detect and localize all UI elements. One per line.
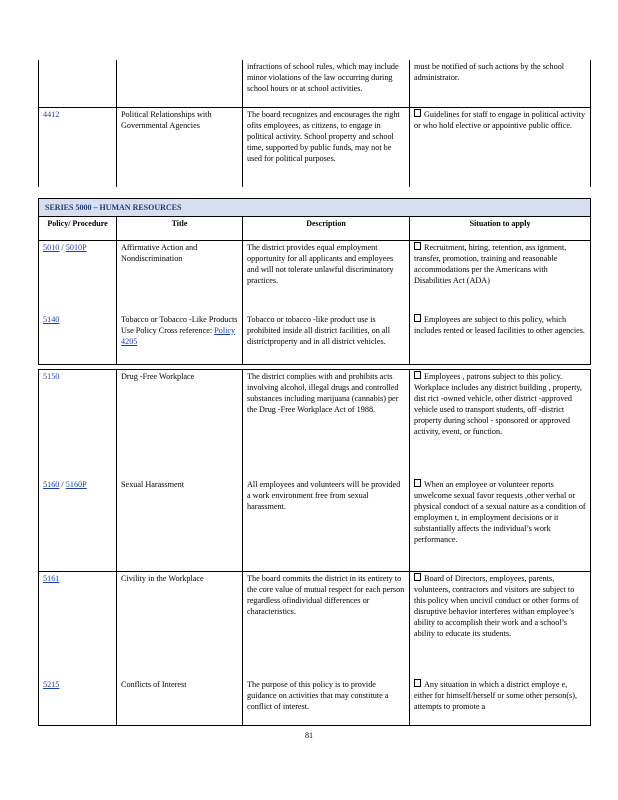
policy-link-5010p[interactable]: 5010P (65, 243, 87, 252)
page-number: 81 (305, 731, 313, 740)
title-cell: Political Relationships with Governmental Agencies (117, 107, 243, 187)
checkbox-icon (414, 242, 421, 250)
column-header-title: Title (117, 217, 243, 241)
policy-code-cell: 4412 (39, 107, 117, 187)
situation-cell: Any situation in which a district employe e, either for himself/herself or some other person(s), attempts to promote a (410, 678, 591, 726)
description-cell: All employees and volunteers will be provided a work environment free from sexual harassment. (243, 478, 410, 572)
situation-cell: When an employee or volunteer reports unwelcome sexual favor requests ,other verbal or physical conduct of a sexual nature as a condition of employmen t, in employment decisions or it substantially affects the individual’s work performance. (410, 478, 591, 572)
title-cell: Civility in the Workplace (117, 572, 243, 678)
policy-code-cell (39, 572, 117, 678)
policy-code-cell (39, 60, 117, 107)
table-row (39, 107, 591, 187)
policy-link-5010[interactable]: 5010 (43, 243, 60, 252)
policy-link-5140[interactable]: 5140 (43, 314, 60, 324)
description-cell: Tobacco or tobacco -like product use is prohibited inside all district facilities, on all districtproperty and in all district vehicles. (243, 313, 410, 365)
policy-code-cell: 5160 / 5160P (39, 478, 117, 572)
series-header-row (39, 199, 591, 217)
policy-link-5160[interactable]: 5160 (43, 479, 60, 489)
policy-table-series-5000 (38, 198, 591, 365)
column-header-description: Description (243, 217, 410, 241)
series-title: SERIES 5000 – HUMAN RESOURCES (39, 199, 591, 217)
table-row (39, 60, 591, 107)
checkbox-icon (414, 479, 421, 487)
title-cell: Tobacco or Tobacco -Like Products Use Policy Cross reference: Policy 4205 (117, 313, 243, 365)
policy-link-5161[interactable]: 5161 (43, 574, 60, 583)
table-row (39, 313, 591, 365)
column-header-policy: Policy/ Procedure (39, 217, 117, 241)
policy-code-5150: 5150 (43, 372, 60, 381)
description-cell: The district provides equal employment opportunity for all applicants and employees and will not tolerate unlawful discriminatory practices. (243, 241, 410, 313)
table-row (39, 478, 591, 572)
description-cell: infractions of school rules, which may include minor violations of the law occurring during school hours or at school activities. (243, 60, 410, 107)
situation-cell: Employees are subject to this policy, which includes rented or leased facilities to other agencies. (410, 313, 591, 365)
checkbox-icon (414, 573, 421, 581)
title-cell: Drug -Free Workplace (117, 370, 243, 478)
column-header-situation: Situation to apply (410, 217, 591, 241)
situation-cell: Board of Directors, employees, parents, volunteers, contractors and visitors are subject to this policy when uncivil conduct or other forms of disruptive behavior interferes withan employee’s ability to accomplish their work and a school’s ability to educate its students. (410, 572, 591, 678)
checkbox-icon (414, 109, 421, 117)
policy-code-cell (39, 313, 117, 365)
title-cell (117, 60, 243, 107)
policy-link-5160p[interactable]: 5160P (65, 479, 87, 489)
checkbox-icon (414, 371, 421, 379)
title-cell: Affirmative Action and Nondiscrimination (117, 241, 243, 313)
situation-cell: Employees , patrons subject to this policy. Workplace includes any district building , property, dist rict -owned vehicle, other district -approved vehicle used to transport students, off -district property during school - sponsored or approved activity, event, or function. (410, 370, 591, 478)
checkbox-icon (414, 314, 421, 322)
policy-table-series-5000-continued (38, 369, 591, 726)
table-row (39, 370, 591, 478)
situation-cell: Guidelines for staff to engage in political activity or who hold elective or appointive public office. (410, 107, 591, 187)
policy-link-4205[interactable]: Policy 4205 (121, 325, 236, 346)
situation-cell: Recruitment, hiring, retention, ass ignment, transfer, promotion, training and reasonable accommodations per the Americans with Disabilities Act (ADA) (410, 241, 591, 313)
policy-code-cell (39, 370, 117, 478)
description-cell: The purpose of this policy is to provide guidance on activities that may constitute a conflict of interest. (243, 678, 410, 726)
policy-link-5215[interactable]: 5215 (43, 679, 60, 689)
policy-table-top (38, 60, 591, 187)
title-cell: Sexual Harassment (117, 478, 243, 572)
policy-code-cell (39, 678, 117, 726)
table-row (39, 241, 591, 313)
column-header-row (39, 217, 591, 241)
title-cell: Conflicts of Interest (117, 678, 243, 726)
policy-code-cell: 5010 / 5010P (39, 241, 117, 313)
checkbox-icon (414, 679, 421, 687)
table-row (39, 572, 591, 678)
description-cell: The board commits the district in its entirety to the core value of mutual respect for each person regardless ofindividual differences or characteristics. (243, 572, 410, 678)
description-cell: The district complies with and prohibits acts involving alcohol, illegal drugs and controlled substances including marijuana (cannabis) per the Drug -Free Workplace Act of 1988. (243, 370, 410, 478)
table-row (39, 678, 591, 726)
description-cell: The board recognizes and encourages the right ofits employees, as citizens, to engage in political activity. School property and school time, supported by public funds, may not be used for political purposes. (243, 107, 410, 187)
situation-cell: must be notified of such actions by the school administrator. (410, 60, 591, 107)
